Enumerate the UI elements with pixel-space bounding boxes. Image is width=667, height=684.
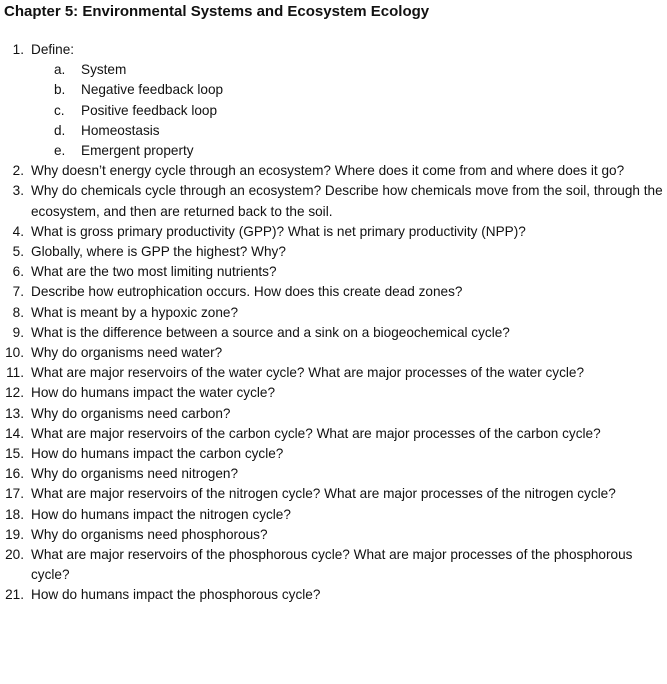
question-number: 16. [5,466,24,482]
question-text: What are major reservoirs of the phosphorous cycle? What are major processes of the phosphorous cycle? [31,547,633,583]
question-text: Globally, where is GPP the highest? Why? [31,244,286,260]
question-text: How do humans impact the phosphorous cycle? [31,587,321,603]
question-text: What is the difference between a source and a sink on a biogeochemical cycle? [31,324,510,340]
question-item [0,262,667,282]
question-number: 21. [5,587,24,603]
question-text: Why doesn’t energy cycle through an ecosystem? Where does it come from and where does it go? [31,163,625,179]
question-text: How do humans impact the water cycle? [31,385,276,401]
sub-item [0,121,667,141]
question-text: What are major reservoirs of the water cycle? What are major processes of the water cycle? [31,365,585,381]
question-number: 4. [12,223,24,239]
question-item [0,363,667,383]
question-item [0,444,667,464]
question-text: Why do chemicals cycle through an ecosystem? Describe how chemicals move from the soil, through the ecosystem, and then are returned back to the soil. [31,183,663,219]
question-text: How do humans impact the nitrogen cycle? [31,506,291,522]
sub-item [0,80,667,100]
sub-letter: c. [54,102,65,118]
question-item [0,585,667,605]
question-item [0,424,667,444]
question-number: 8. [12,304,24,320]
question-number: 18. [5,506,24,522]
question-text: Why do organisms need phosphorous? [31,526,268,542]
question-number: 19. [5,526,24,542]
question-text: What is gross primary productivity (GPP)? What is net primary productivity (NPP)? [31,223,526,239]
sub-text: System [81,62,127,78]
sub-item [0,60,667,80]
question-text: Why do organisms need carbon? [31,405,231,421]
question-number: 7. [12,284,24,300]
question-text: What are major reservoirs of the nitrogen cycle? What are major processes of the nitrogen cycle? [31,486,616,502]
question-number: 20. [5,547,24,563]
question-number: 11. [6,365,24,381]
question-item [0,545,667,585]
question-item [0,343,667,363]
sub-letter: b. [54,82,66,98]
question-number: 2. [12,163,24,179]
question-number: 3. [12,183,24,199]
question-item [0,242,667,262]
question-item [0,222,667,242]
question-item [0,161,667,181]
question-number: 12. [5,385,24,401]
question-item [0,484,667,504]
question-number: 10. [5,345,24,361]
question-item [0,282,667,302]
question-item [0,323,667,343]
sub-letter: d. [54,122,66,138]
question-number: 17. [5,486,24,502]
sub-letter: a. [54,62,66,78]
question-item [0,40,667,60]
sub-letter: e. [54,143,66,159]
question-text: Describe how eutrophication occurs. How does this create dead zones? [31,284,463,300]
question-text: What are the two most limiting nutrients? [31,264,277,280]
question-text: Why do organisms need water? [31,345,223,361]
question-list [0,40,667,606]
chapter-title: Chapter 5: Environmental Systems and Ecosystem Ecology [4,3,430,20]
question-text: Define: [31,42,75,57]
question-item [0,303,667,323]
sub-text: Negative feedback loop [81,82,224,98]
question-text: What is meant by a hypoxic zone? [31,304,239,320]
question-number: 14. [5,425,24,441]
sub-text: Homeostasis [81,122,160,138]
question-item [0,505,667,525]
question-item [0,525,667,545]
question-item [0,404,667,424]
sub-item [0,141,667,161]
sub-text: Positive feedback loop [81,102,218,118]
question-item [0,464,667,484]
sub-item [0,101,667,121]
question-item [0,383,667,403]
question-number: 6. [12,264,24,280]
question-number: 5. [12,244,24,260]
question-text: Why do organisms need nitrogen? [31,466,239,482]
question-item [0,181,667,221]
question-number: 13. [5,405,24,421]
question-text: What are major reservoirs of the carbon cycle? What are major processes of the carbon cycle? [31,425,601,441]
question-number: 1. [12,42,24,57]
question-number: 9. [12,324,24,340]
question-text: How do humans impact the carbon cycle? [31,446,284,462]
sub-text: Emergent property [81,143,194,159]
question-number: 15. [5,446,24,462]
